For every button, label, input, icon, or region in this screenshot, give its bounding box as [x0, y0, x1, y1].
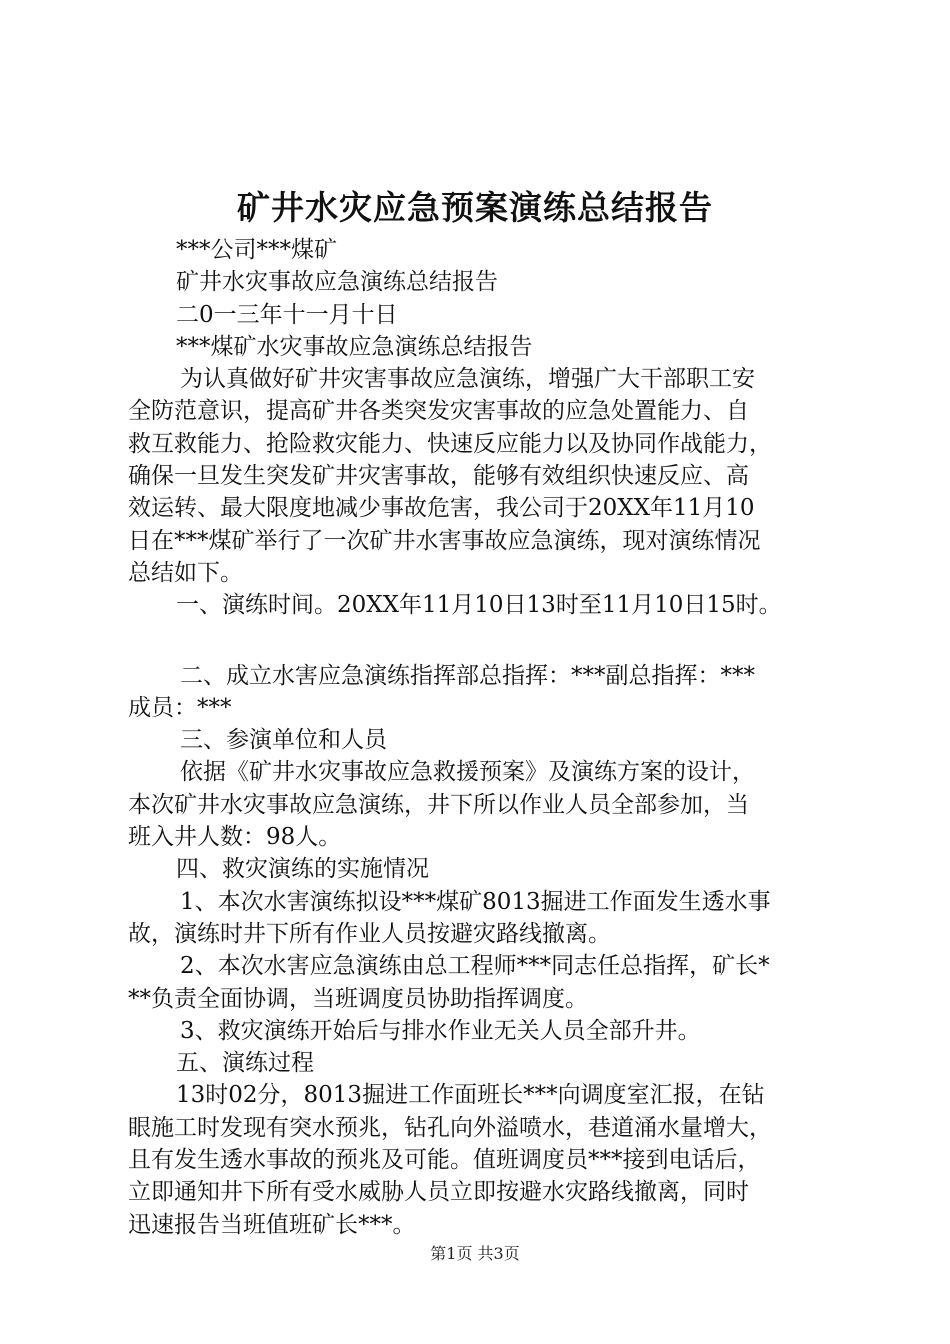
paragraph-line: 救互救能力、抢险救灾能力、快速反应能力以及协同作战能力， — [128, 430, 772, 457]
page-number: 第1页 共3页 — [430, 1244, 520, 1263]
section-heading: 一、演练时间。20XX年11月10日13时至11月10日15时。 — [176, 592, 782, 619]
section-heading: 二、成立水害应急演练指挥部总指挥：***副总指挥：*** — [180, 662, 755, 689]
section-heading: 四、救灾演练的实施情况 — [176, 856, 429, 883]
list-item: 1、本次水害演练拟设***煤矿8013掘进工作面发生透水事 — [180, 888, 771, 915]
document-body — [128, 234, 848, 1241]
paragraph-line: 效运转、最大限度地减少事故危害，我公司于20XX年11月10 — [128, 495, 755, 522]
paragraph-line: 眼施工时发现有突水预兆，钻孔向外溢喷水，巷道涌水量增大， — [128, 1114, 772, 1141]
paragraph-line: 故，演练时井下所有作业人员按避灾路线撤离。 — [128, 920, 611, 947]
company-line: ***公司***煤矿 — [176, 237, 337, 263]
section-heading: 五、演练过程 — [176, 1050, 314, 1077]
paragraph-line: 依据《矿井水灾事故应急救援预案》及演练方案的设计， — [180, 759, 755, 786]
paragraph-line: 13时02分，8013掘进工作面班长***向调度室汇报，在钻 — [176, 1082, 765, 1109]
paragraph-line: 迅速报告当班值班矿长***。 — [128, 1211, 416, 1238]
paragraph-line: 确保一旦发生突发矿井灾害事故，能够有效组织快速反应、高 — [128, 463, 749, 490]
paragraph-line: 为认真做好矿井灾害事故应急演练，增强广大干部职工安 — [180, 366, 755, 393]
section-heading: 三、参演单位和人员 — [180, 727, 387, 754]
list-item: 3、救灾演练开始后与排水作业无关人员全部升井。 — [180, 1017, 701, 1044]
paragraph-line: **负责全面协调，当班调度员协助指挥调度。 — [128, 985, 588, 1012]
paragraph-line: 立即通知井下所有受水威胁人员立即按避水灾路线撤离，同时 — [128, 1179, 749, 1206]
paragraph-line: 且有发生透水事故的预兆及可能。值班调度员***接到电话后， — [128, 1147, 761, 1174]
paragraph-line: 本次矿井水灾事故应急演练，井下所以作业人员全部参加，当 — [128, 791, 749, 818]
document-title: 矿井水灾应急预案演练总结报告 — [237, 188, 713, 227]
report-date: 二0一三年十一月十日 — [176, 301, 398, 328]
paragraph-line: 全防范意识，提高矿井各类突发灾害事故的应急处置能力、自 — [128, 398, 749, 425]
paragraph-line: 日在***煤矿举行了一次矿井水害事故应急演练，现对演练情况 — [128, 527, 761, 554]
report-heading: ***煤矿水灾事故应急演练总结报告 — [176, 333, 533, 360]
list-item: 2、本次水害应急演练由总工程师***同志任总指挥，矿长* — [180, 953, 770, 980]
paragraph-line: 成员：*** — [128, 694, 232, 721]
paragraph-line: 总结如下。 — [128, 559, 243, 586]
paragraph-line: 班入井人数：98人。 — [128, 824, 342, 851]
report-subtitle: 矿井水灾事故应急演练总结报告 — [176, 269, 498, 296]
blank-line — [128, 622, 848, 660]
